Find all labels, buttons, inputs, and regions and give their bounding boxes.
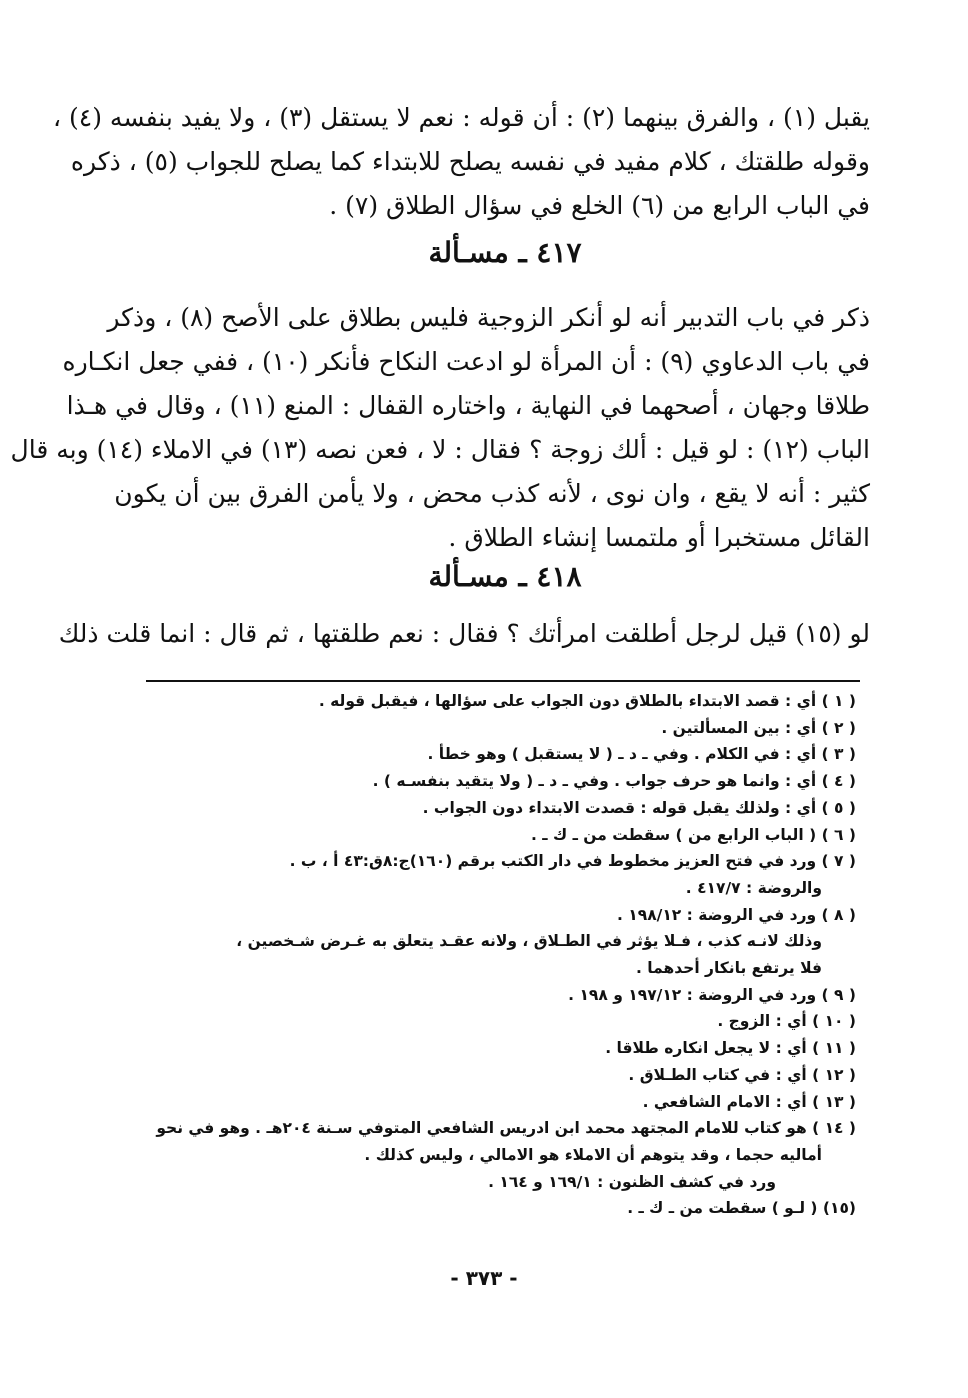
footnote-divider <box>146 680 860 682</box>
footnote-7: ( ٧ ) ورد في فتح العزيز مخطوط في دار الكتب برقم (١٦٠)ج:٨ق:٤٣ أ ، ب . <box>289 852 856 871</box>
footnote-4: ( ٤ ) أي : وانما هو حرف جواب . وفي ـ د ـ ( ولا يتقيد بنفسـه ) . <box>372 772 856 791</box>
text-line: ذكر في باب التدبير أنه لو أنكر الزوجية فليس بطلاق على الأصح (٨) ، وذكر <box>107 303 870 332</box>
issue-418-paragraph <box>58 612 870 656</box>
issue-417-heading: ٤١٧ ـ مسـألة <box>428 236 582 269</box>
issue-418-heading: ٤١٨ ـ مسـألة <box>428 560 582 593</box>
text-line: لو (١٥) قيل لرجل أطلقت امرأتك ؟ فقال : نعم طلقتها ، ثم قال : انما قلت ذلك <box>58 619 870 648</box>
footnote-3: ( ٣ ) أي : في الكلام . وفي ـ د ـ ( لا يستقبل ) وهو خطأ . <box>427 745 856 764</box>
footnote-15: (١٥) ( لـو ) سقطت من ـ ك ـ . <box>627 1199 856 1218</box>
footnote-11: ( ١١ ) أي : لا يجعل انكاره طلاقا . <box>605 1039 856 1058</box>
footnote-14: ( ١٤ ) هو كتاب للامام المجتهد محمد ابن ادريس الشافعي المتوفي سـنة ٢٠٤هـ . وهو في نحو <box>156 1119 856 1138</box>
text-line: وقوله طلقتك ، كلام مفيد في نفسه يصلح للابتداء كما يصلح للجواب (٥) ، ذكره <box>70 147 870 176</box>
footnote-8-continued: فلا يرتفع بانكار أحدهما . <box>635 959 822 978</box>
footnote-14-continued: أماليه حجما ، وقد يتوهم أن الاملاء هو الامالي ، وليس كذلك . <box>364 1145 822 1164</box>
text-line: طلاقا وجهان ، أصحهما في النهاية ، واختاره القفال : المنع (١١) ، وقال في هـذا <box>66 391 870 420</box>
footnote-12: ( ١٢ ) أي : في كتاب الطـلاق . <box>628 1065 856 1084</box>
text-line: الباب (١٢) : لو قيل : ألك زوجة ؟ فقال : لا ، فعن نصه (١٣) في الاملاء (١٤) وبه قال <box>10 435 870 464</box>
footnote-2: ( ٢ ) أي : بين المسألتين . <box>661 718 856 737</box>
page-number: - ٣٧٣ - <box>450 1266 518 1290</box>
footnote-13: ( ١٣ ) أي : الامام الشافعي . <box>642 1092 856 1111</box>
footnote-6: ( ٦ ) ( الباب الرابع من ) سقطت من ـ ك ـ . <box>531 825 856 844</box>
footnote-8-continued: وذلك لانـه كذب ، فـلا يؤثر في الطـلاق ، ولانه عقـد يتعلق به غـرض شـخصين ، <box>236 932 822 951</box>
footnote-5: ( ٥ ) أي : ولذلك يقبل قوله : قصدت الابتداء دون الجواب . <box>422 798 856 817</box>
text-line: يقبل (١) ، والفرق بينهما (٢) : أن قوله : نعم لا يستقل (٣) ، ولا يفيد بنفسه (٤) ، <box>53 103 870 132</box>
text-line: القائل مستخبرا أو ملتمسا إنشاء الطلاق . <box>448 523 870 552</box>
paragraph-continuation <box>53 96 870 228</box>
footnotes <box>146 688 856 1222</box>
footnote-7-continued: والروضة : ٤١٧/٧ . <box>685 878 822 897</box>
issue-417-paragraph <box>10 296 870 560</box>
footnote-1: ( ١ ) أي : قصد الابتداء بالطلاق دون الجواب على سؤالها ، فيقبل قوله . <box>318 692 856 710</box>
text-line: في باب الدعاوي (٩) : أن المرأة لو ادعت النكاح فأنكر (١٠) ، ففي جعل انكـاره <box>62 347 870 376</box>
footnote-10: ( ١٠ ) أي : الزوج . <box>717 1012 856 1031</box>
footnote-8: ( ٨ ) ورد في الروضة : ١٩٨/١٢ . <box>616 905 856 924</box>
text-line: كثير : أنه لا يقع ، وان نوى ، لأنه كذب محض ، ولا يأمن الفرق بين أن يكون <box>114 479 870 508</box>
footnote-14-continued: ورد في كشف الظنون : ١٦٩/١ و ١٦٤ . <box>488 1172 776 1191</box>
text-line: في الباب الرابع من (٦) الخلع في سؤال الطلاق (٧) . <box>329 191 870 220</box>
footnote-9: ( ٩ ) ورد في الروضة : ١٩٧/١٢ و ١٩٨ . <box>568 985 856 1004</box>
